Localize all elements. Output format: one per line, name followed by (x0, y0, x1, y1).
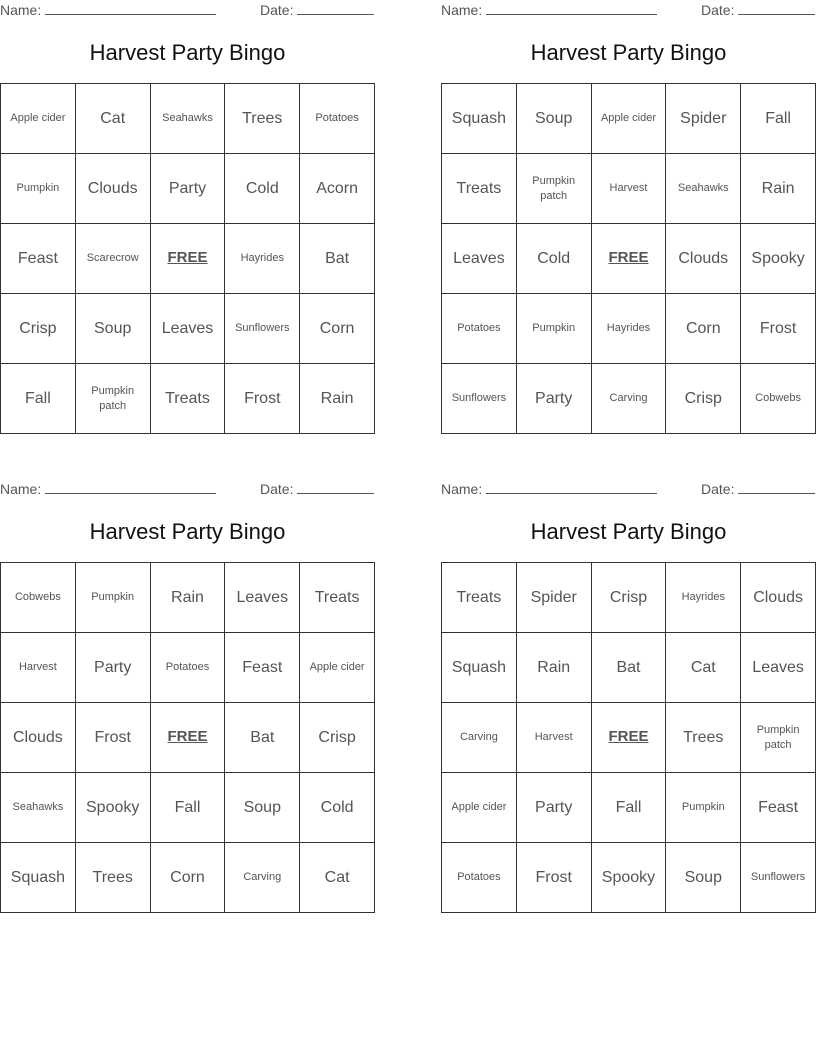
bingo-cell: Crisp (592, 563, 667, 633)
bingo-cell: Leaves (151, 294, 226, 364)
date-field (701, 2, 815, 18)
bingo-card-3 (0, 479, 375, 909)
bingo-cell: Spider (517, 563, 592, 633)
bingo-cell: Clouds (666, 224, 741, 294)
bingo-card-2 (441, 0, 816, 430)
name-label: Name: (0, 2, 42, 18)
bingo-cell: Pumpkin (517, 294, 592, 364)
bingo-cell: Rain (151, 563, 226, 633)
card-header (0, 481, 375, 499)
card-header (441, 2, 816, 20)
bingo-cell: Apple cider (592, 84, 667, 154)
date-field (260, 481, 374, 497)
bingo-cell: Soup (517, 84, 592, 154)
bingo-grid (441, 83, 816, 434)
card-header (0, 2, 375, 20)
name-label: Name: (0, 481, 42, 497)
bingo-cell: Party (76, 633, 151, 703)
date-blank-line (297, 2, 374, 15)
bingo-cell: Fall (1, 364, 76, 434)
bingo-cell: Spooky (592, 843, 667, 913)
bingo-cell: Treats (151, 364, 226, 434)
bingo-cell: Apple cider (442, 773, 517, 843)
bingo-cell: Cat (666, 633, 741, 703)
bingo-cell: Hayrides (666, 563, 741, 633)
bingo-cell: Pumpkin patch (76, 364, 151, 434)
bingo-cell: Trees (76, 843, 151, 913)
bingo-cell: Hayrides (225, 224, 300, 294)
bingo-cell: Carving (442, 703, 517, 773)
free-space-cell: FREE (592, 224, 667, 294)
bingo-cell: Fall (741, 84, 816, 154)
bingo-cell: Carving (225, 843, 300, 913)
bingo-cell: Acorn (300, 154, 375, 224)
bingo-cell: Crisp (1, 294, 76, 364)
bingo-cell: Crisp (666, 364, 741, 434)
name-blank-line (486, 2, 657, 15)
bingo-cell: Sunflowers (442, 364, 517, 434)
bingo-cell: Cobwebs (1, 563, 76, 633)
bingo-grid (441, 562, 816, 913)
bingo-cell: Bat (592, 633, 667, 703)
bingo-cell: Feast (225, 633, 300, 703)
bingo-cell: Apple cider (300, 633, 375, 703)
bingo-cell: Potatoes (151, 633, 226, 703)
bingo-cell: Soup (666, 843, 741, 913)
bingo-cell: Pumpkin patch (517, 154, 592, 224)
name-label: Name: (441, 481, 483, 497)
card-title: Harvest Party Bingo (530, 40, 727, 65)
bingo-cell: Cold (517, 224, 592, 294)
free-space-cell: FREE (151, 703, 226, 773)
name-blank-line (486, 481, 657, 494)
date-label: Date: (260, 2, 294, 18)
bingo-cell: Leaves (225, 563, 300, 633)
bingo-cell: Corn (151, 843, 226, 913)
bingo-cell: Cold (225, 154, 300, 224)
bingo-cell: Frost (76, 703, 151, 773)
bingo-cell: Clouds (1, 703, 76, 773)
bingo-cell: Clouds (741, 563, 816, 633)
bingo-cell: Harvest (1, 633, 76, 703)
date-blank-line (738, 481, 815, 494)
bingo-cell: Carving (592, 364, 667, 434)
bingo-cell: Frost (517, 843, 592, 913)
bingo-cell: Apple cider (1, 84, 76, 154)
name-label: Name: (441, 2, 483, 18)
name-field (441, 2, 657, 18)
bingo-cell: Cold (300, 773, 375, 843)
card-title: Harvest Party Bingo (89, 40, 286, 65)
bingo-cell: Pumpkin (1, 154, 76, 224)
bingo-cell: Harvest (592, 154, 667, 224)
date-label: Date: (701, 481, 735, 497)
bingo-cell: Pumpkin (76, 563, 151, 633)
date-blank-line (297, 481, 374, 494)
bingo-cell: Clouds (76, 154, 151, 224)
bingo-cell: Fall (151, 773, 226, 843)
bingo-cell: Spider (666, 84, 741, 154)
date-field (701, 481, 815, 497)
bingo-cell: Potatoes (442, 294, 517, 364)
bingo-cell: Feast (1, 224, 76, 294)
bingo-cell: Spooky (741, 224, 816, 294)
card-header (441, 481, 816, 499)
bingo-cell: Cobwebs (741, 364, 816, 434)
bingo-card-4 (441, 479, 816, 909)
card-title: Harvest Party Bingo (89, 519, 286, 544)
bingo-cell: Seahawks (1, 773, 76, 843)
bingo-grid (0, 83, 375, 434)
bingo-cell: Sunflowers (225, 294, 300, 364)
bingo-cell: Frost (741, 294, 816, 364)
bingo-cell: Squash (442, 633, 517, 703)
bingo-cell: Seahawks (666, 154, 741, 224)
bingo-cell: Treats (442, 563, 517, 633)
bingo-cell: Party (151, 154, 226, 224)
name-field (0, 2, 216, 18)
bingo-cell: Rain (300, 364, 375, 434)
bingo-cell: Potatoes (300, 84, 375, 154)
bingo-cell: Scarecrow (76, 224, 151, 294)
date-label: Date: (260, 481, 294, 497)
date-field (260, 2, 374, 18)
free-space-cell: FREE (151, 224, 226, 294)
bingo-cell: Bat (225, 703, 300, 773)
bingo-cell: Hayrides (592, 294, 667, 364)
bingo-cell: Party (517, 364, 592, 434)
bingo-cell: Fall (592, 773, 667, 843)
bingo-cell: Rain (517, 633, 592, 703)
bingo-cell: Rain (741, 154, 816, 224)
bingo-cell: Spooky (76, 773, 151, 843)
bingo-cell: Pumpkin (666, 773, 741, 843)
bingo-cell: Squash (442, 84, 517, 154)
bingo-cell: Treats (300, 563, 375, 633)
bingo-cell: Seahawks (151, 84, 226, 154)
bingo-cell: Squash (1, 843, 76, 913)
bingo-cell: Leaves (741, 633, 816, 703)
bingo-cell: Harvest (517, 703, 592, 773)
bingo-cell: Frost (225, 364, 300, 434)
name-field (0, 481, 216, 497)
bingo-cell: Cat (76, 84, 151, 154)
bingo-grid (0, 562, 375, 913)
bingo-card-1 (0, 0, 375, 430)
name-field (441, 481, 657, 497)
bingo-cell: Sunflowers (741, 843, 816, 913)
bingo-cell: Trees (666, 703, 741, 773)
bingo-cell: Corn (666, 294, 741, 364)
bingo-cell: Treats (442, 154, 517, 224)
free-space-cell: FREE (592, 703, 667, 773)
bingo-cell: Bat (300, 224, 375, 294)
date-blank-line (738, 2, 815, 15)
name-blank-line (45, 2, 216, 15)
bingo-cell: Crisp (300, 703, 375, 773)
name-blank-line (45, 481, 216, 494)
card-title: Harvest Party Bingo (530, 519, 727, 544)
bingo-cell: Party (517, 773, 592, 843)
bingo-cell: Potatoes (442, 843, 517, 913)
bingo-cell: Soup (225, 773, 300, 843)
bingo-cell: Feast (741, 773, 816, 843)
bingo-cell: Corn (300, 294, 375, 364)
date-label: Date: (701, 2, 735, 18)
bingo-cell: Soup (76, 294, 151, 364)
bingo-cell: Cat (300, 843, 375, 913)
bingo-cell: Pumpkin patch (741, 703, 816, 773)
bingo-cell: Trees (225, 84, 300, 154)
bingo-cell: Leaves (442, 224, 517, 294)
